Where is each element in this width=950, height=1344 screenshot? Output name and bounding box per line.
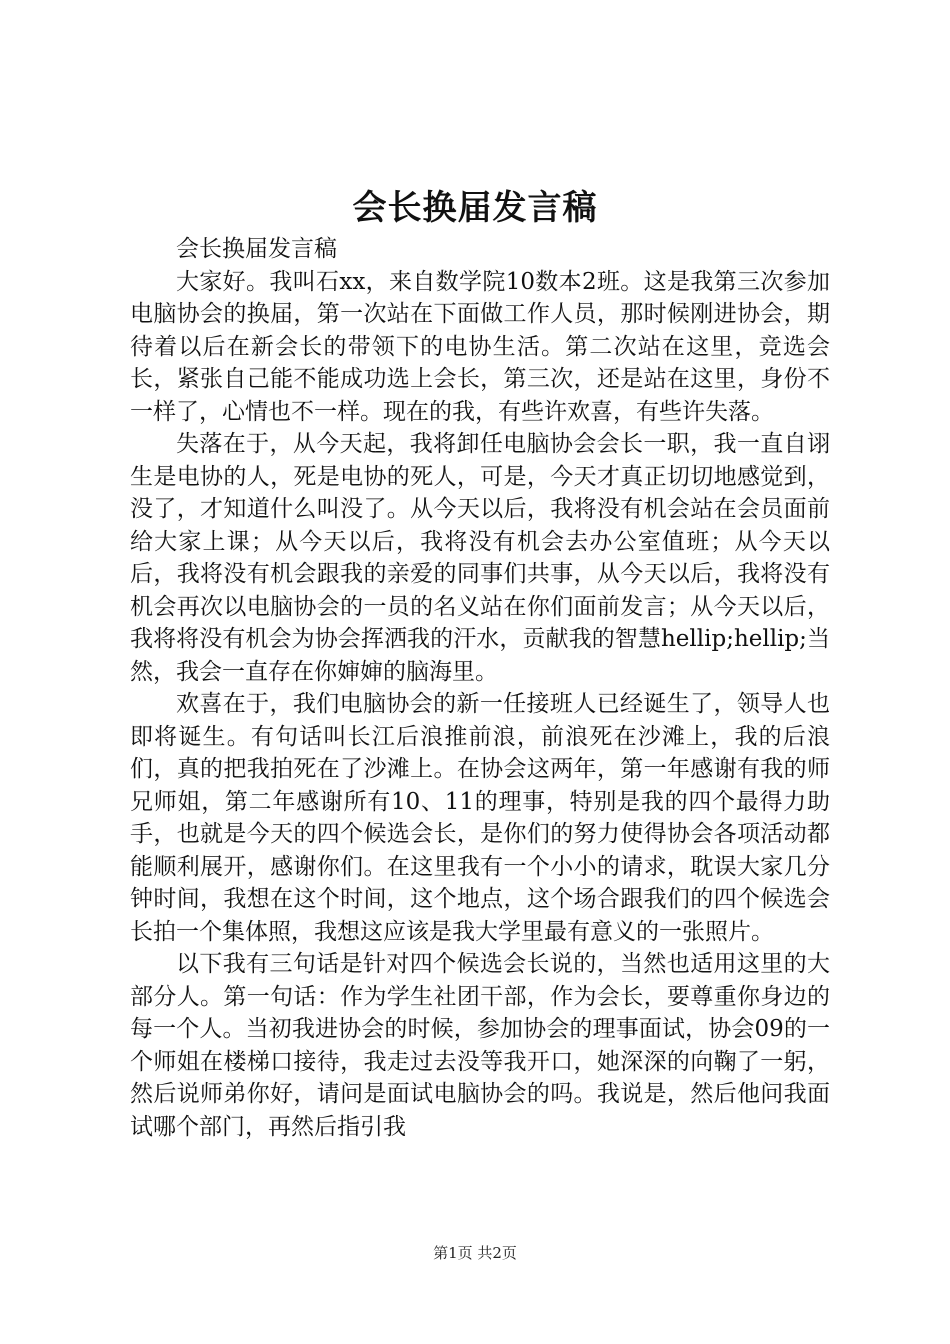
page-total: 共2页 bbox=[477, 1244, 517, 1262]
paragraph: 以下我有三句话是针对四个候选会长说的，当然也适用这里的大部分人。第一句话：作为学生社团干部，作为会长，要尊重你身边的每一个人。当初我进协会的时候，参加协会的理事面试，协会09的一个师姐在楼梯口接待，我走过去没等我开口，她深深的向鞠了一躬，然后说师弟你好，请问是面试电脑协会的吗。我说是，然后他问我面试哪个部门，再然后指引我 bbox=[130, 951, 830, 1140]
paragraph: 欢喜在于，我们电脑协会的新一任接班人已经诞生了，领导人也即将诞生。有句话叫长江后浪推前浪，前浪死在沙滩上，我的后浪们，真的把我拍死在了沙滩上。在协会这两年，第一年感谢有我的师兄师姐，第二年感谢所有10、11的理事，特别是我的四个最得力助手，也就是今天的四个候选会长，是你们的努力使得协会各项活动都能顺利展开，感谢你们。在这里我有一个小小的请求，耽误大家几分钟时间，我想在这个时间，这个地点，这个场合跟我们的四个候选会长拍一个集体照，我想这应该是我大学里最有意义的一张照片。 bbox=[130, 691, 830, 945]
paragraph-subtitle: 会长换届发言稿 bbox=[176, 236, 337, 262]
page-number: 第1页 bbox=[433, 1244, 473, 1262]
page-footer bbox=[0, 1243, 950, 1263]
paragraph: 失落在于，从今天起，我将卸任电脑协会会长一职，我一直自诩生是电协的人，死是电协的死人，可是，今天才真正切切地感觉到，没了，才知道什么叫没了。从今天以后，我将没有机会站在会员面前给大家上课；从今天以后，我将没有机会去办公室值班；从今天以后，我将没有机会跟我的亲爱的同事们共事，从今天以后，我将没有机会再次以电脑协会的一员的名义站在你们面前发言；从今天以后，我将将没有机会为协会挥洒我的汗水，贡献我的智慧hellip;hellip;当然，我会一直存在你婶婶的脑海里。 bbox=[130, 431, 830, 685]
document-body bbox=[130, 233, 830, 1143]
paragraph: 大家好。我叫石xx，来自数学院10数本2班。这是我第三次参加电脑协会的换届，第一次站在下面做工作人员，那时候刚进协会，期待着以后在新会长的带领下的电协生活。第二次站在这里，竞选会长，紧张自己能不能成功选上会长，第三次，还是站在这里，身份不一样了，心情也不一样。现在的我，有些许欢喜，有些许失落。 bbox=[130, 268, 830, 425]
document-title: 会长换届发言稿 bbox=[352, 188, 598, 228]
